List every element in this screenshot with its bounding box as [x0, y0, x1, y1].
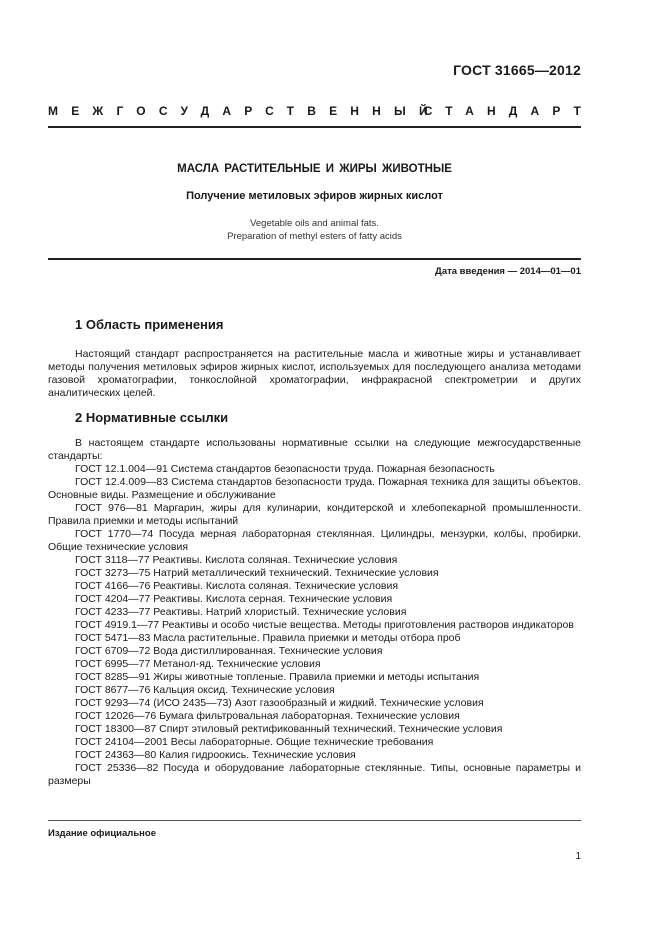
reference-item: ГОСТ 18300—87 Спирт этиловый ректификованный технический. Технические условия [75, 723, 503, 735]
official-edition-label: Издание официальное [48, 828, 156, 839]
banner-word-interstate: МЕЖГОСУДАРСТВЕННЫЙ [48, 104, 441, 118]
reference-item: ГОСТ 12026—76 Бумага фильтровальная лабораторная. Технические условия [75, 710, 460, 722]
reference-item: ГОСТ 9293—74 (ИСО 2435—73) Азот газообразный и жидкий. Технические условия [75, 697, 484, 709]
english-title-line-1: Vegetable oils and animal fats. [250, 218, 379, 229]
reference-item: ГОСТ 12.1.004—91 Система стандартов безопасности труда. Пожарная безопасность [75, 463, 495, 475]
scope-paragraph: Настоящий стандарт распространяется на растительные масла и животные жиры и устанавливает методы получения метиловых эфиров жирных кислот, используемых для последующего анализа методами газовой хроматографии, тонкослойной хроматографии, инфракрасной спектрометрии и других аналитических целей. [48, 348, 581, 399]
reference-item: ГОСТ 4204—77 Реактивы. Кислота серная. Технические условия [75, 593, 393, 605]
reference-item: ГОСТ 8677—76 Кальция оксид. Технические условия [75, 684, 335, 696]
reference-item: ГОСТ 12.4.009—83 Система стандартов безопасности труда. Пожарная техника для защиты объектов. Основные виды. Размещение и обслуживание [48, 476, 581, 501]
interstate-standard-banner [48, 104, 594, 120]
document-subtitle: Получение метиловых эфиров жирных кислот [186, 190, 443, 202]
reference-item: ГОСТ 4233—77 Реактивы. Натрий хлористый. Технические условия [75, 606, 407, 618]
banner-word-standard: СТАНДАРТ [423, 104, 594, 118]
document-title: МАСЛА РАСТИТЕЛЬНЫЕ И ЖИРЫ ЖИВОТНЫЕ [177, 163, 452, 175]
section-heading-scope: 1 Область применения [75, 317, 224, 332]
reference-item: ГОСТ 4166—76 Реактивы. Кислота соляная. Технические условия [75, 580, 399, 592]
reference-item: ГОСТ 6995—77 Метанол-яд. Технические условия [75, 658, 321, 670]
references-intro: В настоящем стандарте использованы нормативные ссылки на следующие межгосударственные стандарты: [48, 437, 581, 462]
references-section-body [48, 437, 581, 788]
reference-item: ГОСТ 24104—2001 Весы лабораторные. Общие технические требования [75, 736, 434, 748]
scope-section-body [48, 348, 581, 400]
reference-item: ГОСТ 25336—82 Посуда и оборудование лабораторные стеклянные. Типы, основные параметры и размеры [48, 762, 581, 787]
reference-item: ГОСТ 976—81 Маргарин, жиры для кулинарии, кондитерской и хлебопекарной промышленности. Правила приемки и методы испытаний [48, 502, 581, 527]
document-number: ГОСТ 31665—2012 [453, 62, 581, 78]
reference-item: ГОСТ 3118—77 Реактивы. Кислота соляная. Технические условия [75, 554, 398, 566]
page-number: 1 [575, 851, 581, 862]
reference-item: ГОСТ 5471—83 Масла растительные. Правила приемки и методы отбора проб [75, 632, 461, 644]
footer-divider [48, 820, 581, 821]
top-divider [48, 126, 581, 128]
reference-item: ГОСТ 24363—80 Калия гидроокись. Технические условия [75, 749, 356, 761]
reference-item: ГОСТ 8285—91 Жиры животные топленые. Правила приемки и методы испытания [75, 671, 480, 683]
title-divider [48, 258, 581, 260]
english-title [48, 217, 581, 243]
introduction-date: Дата введения — 2014—01—01 [435, 266, 581, 277]
reference-item: ГОСТ 4919.1—77 Реактивы и особо чистые вещества. Методы приготовления растворов индикаторов [75, 619, 574, 631]
english-title-line-2: Preparation of methyl esters of fatty acids [227, 231, 402, 242]
reference-item: ГОСТ 1770—74 Посуда мерная лабораторная стеклянная. Цилиндры, мензурки, колбы, пробирки. Общие технические условия [48, 528, 581, 553]
reference-item: ГОСТ 6709—72 Вода дистиллированная. Технические условия [75, 645, 383, 657]
section-heading-references: 2 Нормативные ссылки [75, 410, 229, 425]
reference-item: ГОСТ 3273—75 Натрий металлический технический. Технические условия [75, 567, 439, 579]
